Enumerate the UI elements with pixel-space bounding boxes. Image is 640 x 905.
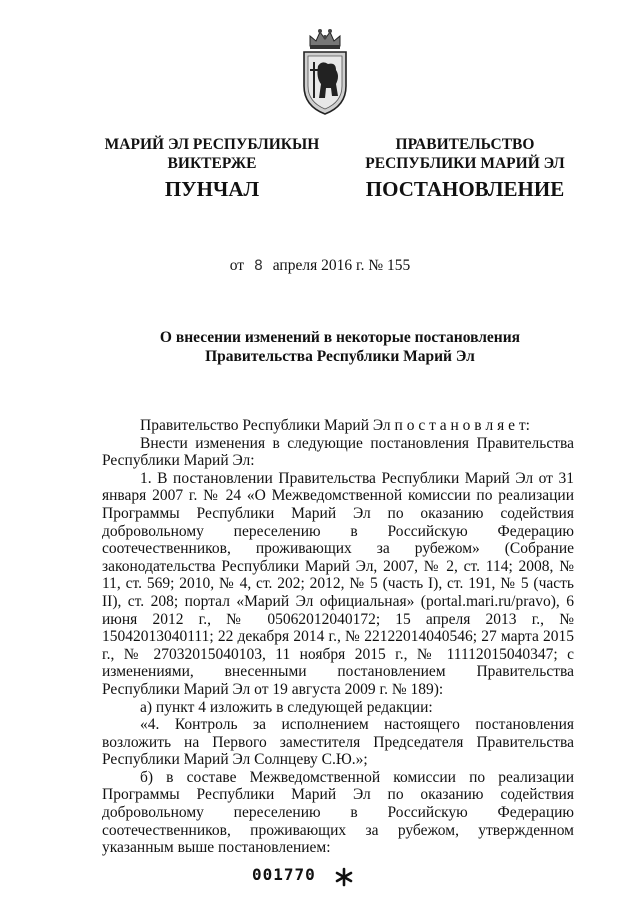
header-left-line2: ВИКТЕРЖЕ bbox=[167, 155, 257, 172]
subject-line2: Правительства Республики Марий Эл bbox=[205, 348, 475, 365]
date-prefix: от bbox=[229, 257, 245, 274]
subject-line1: О внесении изменений в некоторые постановления bbox=[159, 329, 521, 346]
decree-subject bbox=[120, 328, 560, 366]
body-paragraph: «4. Контроль за исполнением настоящего постановления возложить на Первого заместителя Председателя Правительства Республики Марий Эл Солнцеву С.Ю.»; bbox=[102, 716, 574, 769]
header-left-line1: МАРИЙ ЭЛ РЕСПУБЛИКЫН bbox=[104, 136, 320, 153]
body-paragraph: б) в составе Межведомственной комиссии по реализации Программы Республики Марий Эл по оказанию содействия добровольному переселению в Российскую Федерацию соотечественников, проживающих за рубежом, утвержденном указанным выше постановлением: bbox=[102, 768, 574, 857]
serial-number: 001770 bbox=[252, 865, 316, 884]
header-right-line2: РЕСПУБЛИКИ МАРИЙ ЭЛ bbox=[365, 155, 565, 172]
decree-body bbox=[102, 417, 574, 857]
header-right-russian bbox=[352, 135, 578, 173]
body-paragraph: Правительство Республики Марий Эл п о с т а н о в л я е т: bbox=[140, 417, 530, 434]
header-left-mari bbox=[92, 135, 332, 173]
body-paragraph: Внести изменения в следующие постановления Правительства Республики Марий Эл: bbox=[102, 434, 574, 470]
coat-of-arms-emblem bbox=[296, 26, 354, 118]
date-line bbox=[0, 257, 640, 275]
body-paragraph: а) пункт 4 изложить в следующей редакции: bbox=[140, 698, 433, 716]
header-right-line1: ПРАВИТЕЛЬСТВО bbox=[395, 136, 535, 153]
date-day: 8 bbox=[253, 258, 263, 274]
body-paragraph: 1. В постановлении Правительства Республики Марий Эл от 31 января 2007 г. № 24 «О Межведомственной комиссии по реализации Программы Республики Марий Эл по оказанию содействия добровольному переселению в Российскую Федерацию соотечественников, проживающих за рубежом» (Собрание законодательства Республики Марий Эл, 2007, № 2, ст. 114; 2008, № 11, ст. 569; 2010, № 4, ст. 202; 2012, № 5 (часть I), ст. 191, № 5 (часть II), ст. 208; портал «Марий Эл официальная» (portal.mari.ru/pravo), 6 июня 2012 г., № 05062012040172; 15 апреля 2013 г., № 15042013040111; 22 декабря 2014 г., № 22122014040546; 27 марта 2015 г., № 27032015040103, 11 ноября 2015 г., № 11112015040347; с изменениями, внесенными постановлением Правительства Республики Марий Эл от 19 августа 2009 г. № 189): bbox=[102, 469, 574, 698]
decree-number: 155 bbox=[387, 257, 411, 274]
document-type-russian: ПОСТАНОВЛЕНИЕ bbox=[365, 177, 565, 201]
document-type-mari: ПУНЧАЛ bbox=[164, 177, 260, 201]
date-month-year: апреля 2016 г. № bbox=[272, 257, 384, 274]
asterisk-mark-icon bbox=[334, 867, 354, 887]
